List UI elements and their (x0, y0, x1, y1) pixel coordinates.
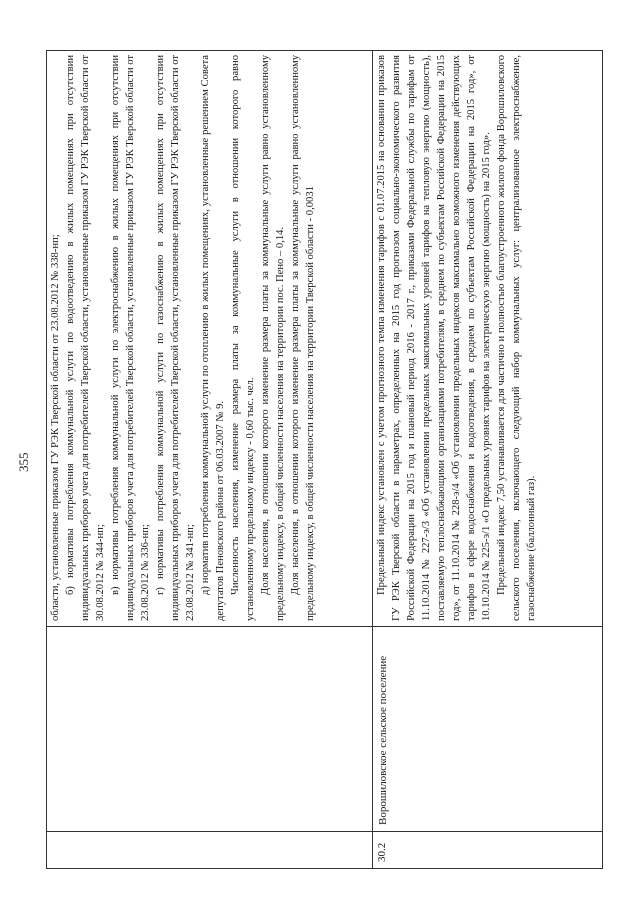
paragraph: Доля населения, в отношении которого изменение размера платы за коммунальные услуги равно установленному предельному индексу, в общей численности населения на территории Тверской области - 0,0031 (290, 55, 316, 621)
row-number-cell (47, 831, 373, 868)
description-cell (47, 50, 373, 626)
paragraph: д) норматив потребления коммунальной услуги по отоплению в жилых помещениях, установленные решением Совета депутатов Пеновского района от 06.03.2007 № 9. (200, 55, 226, 621)
paragraph: Предельный индекс 7,50 устанавливается для частично и полностью благоустроенного жилого фонда Ворошиловского сельского поселения, включающего следующий набор коммунальных услуг: централизованное электроснабжение, газоснабжение (баллонный газ). (496, 55, 537, 621)
paragraph: Численность населения, изменение размера платы за коммунальные услуги в отношении которого равно установленному предельному индексу - 0,60 тыс. чел. (230, 55, 256, 621)
table-row (373, 50, 603, 868)
table-row (47, 50, 373, 868)
settlement-name: Ворошиловское сельское поселение (377, 655, 389, 825)
paragraph: Доля населения, в отношении которого изменение размера платы за коммунальные услуги равно установленному предельному индексу, в общей численности населения на территории пос. Пено – 0,14. (260, 55, 286, 621)
tariff-table (46, 50, 603, 869)
settlement-name (47, 627, 53, 831)
row-number: 30.2 (376, 842, 388, 862)
settlement-cell (373, 626, 603, 831)
paragraph: г) нормативы потребления коммунальной услуги по газоснабжению в жилых помещениях при отсутствии индивидуальных приборов учета для потребителей Тверской области, установленные приказом ГУ РЭК Тверской области от 23.08.2012 № 341-нп; (155, 55, 196, 621)
paragraph: б) нормативы потребления коммунальной услуги по водоотведению в жилых помещениях при отсутствии индивидуальных приборов учета для потребителей Тверской области, установленные приказом ГУ РЭК Тверской области от 30.08.2012 № 344-нп; (65, 55, 106, 621)
paragraph: в) нормативы потребления коммунальной услуги по электроснабжению в жилых помещениях при отсутствии индивидуальных приборов учета для потребителей Тверской области, установленные приказом ГУ РЭК Тверской области от 23.08.2012 № 336-нп; (110, 55, 151, 621)
paragraph: области, установленные приказом ГУ РЭК Тверской области от 23.08.2012 № 338-нп; (50, 234, 61, 621)
row-number-cell (373, 831, 603, 868)
settlement-cell (47, 626, 373, 831)
row-number (47, 832, 50, 868)
page-number: 355 (16, 452, 31, 472)
paragraph: Предельный индекс установлен с учетом прогнозного темпа изменения тарифов с 01.07.2015 на основании приказов ГУ РЭК Тверской области в параметрах, определенных на 2015 год прогнозом социально-экономического развития Российской Федерации на 2015 год и плановый период 2016 - 2017 г., приказами Федеральной службы по тарифам от 11.10.2014 № 227-э/3 «Об установлении предельных максимальных уровней тарифов на тепловую энергию (мощность), поставляемую теплоснабжающими организациями потребителям, в среднем по субъектам Российской Федерации на 2015 год», от 11.10.2014 № 228-э/4 «Об установлении предельных индексов максимально возможного изменения действующих тарифов в сфере водоснабжения и водоотведения, в среднем по субъектам Российской Федерации на 2015 год», от 10.10.2014 № 225-э/1 «О предельных уровнях тарифов на электрическую энергию (мощность) на 2015 год». (376, 55, 492, 621)
description-cell (373, 50, 603, 626)
